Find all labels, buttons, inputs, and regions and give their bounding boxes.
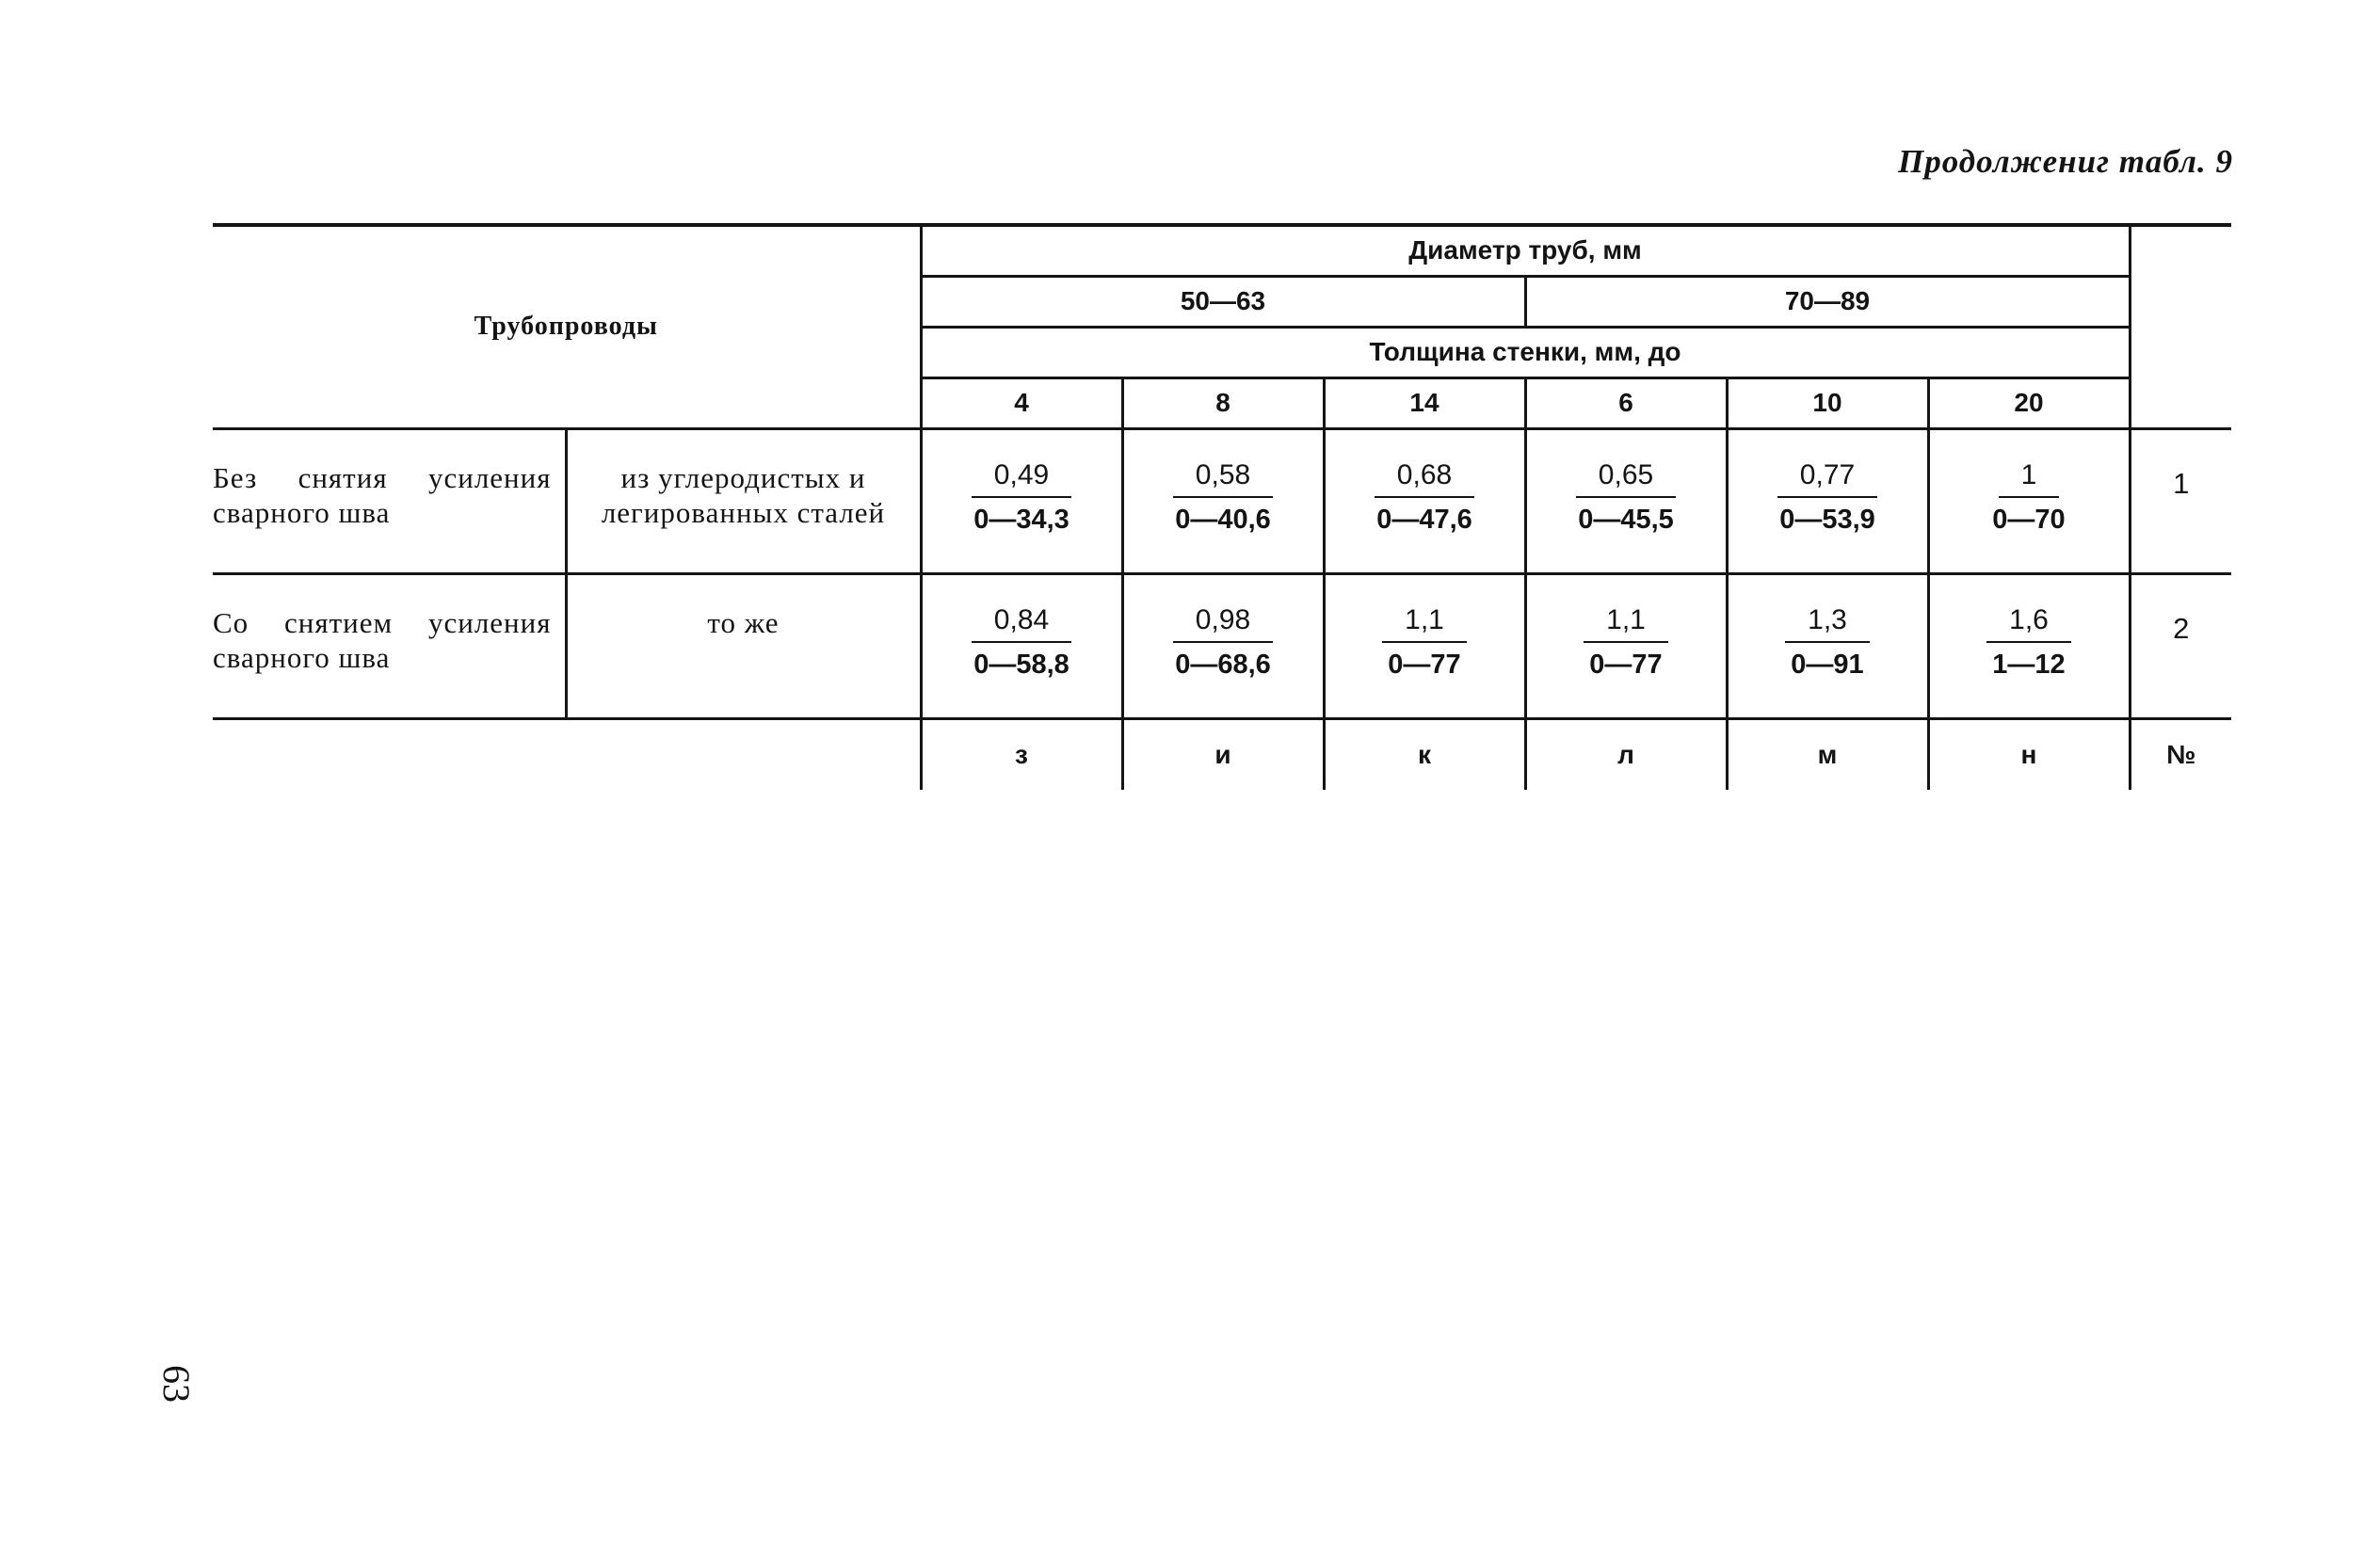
- column-letter: и: [1122, 718, 1324, 790]
- thickness-value: 6: [1525, 377, 1727, 428]
- value-cell: [1928, 428, 2130, 573]
- thickness-value: 14: [1324, 377, 1525, 428]
- value-bottom: 0—47,6: [1376, 504, 1472, 535]
- thickness-value: 20: [1928, 377, 2130, 428]
- column-letter: л: [1525, 718, 1727, 790]
- column-letter: к: [1324, 718, 1525, 790]
- value-bottom: 0—53,9: [1779, 504, 1875, 535]
- table-row: [213, 573, 2231, 718]
- number-column-label: №: [2130, 718, 2231, 790]
- value-top: 1: [1999, 458, 2060, 498]
- value-top: 0,84: [972, 603, 1071, 643]
- thickness-value: 8: [1122, 377, 1324, 428]
- value-bottom: 0—40,6: [1175, 504, 1271, 535]
- row-number: 2: [2130, 573, 2231, 718]
- value-cell: [1928, 573, 2130, 718]
- row-label: Со снятием усиления сварного шва: [213, 573, 566, 718]
- value-cell: [1727, 428, 1928, 573]
- column-letters-row: [213, 718, 2231, 790]
- value-cell: [1525, 428, 1727, 573]
- value-top: 1,1: [1584, 603, 1668, 643]
- value-bottom: 0—70: [1992, 504, 2066, 535]
- column-letter: з: [921, 718, 1122, 790]
- value-top: 0,77: [1777, 458, 1877, 498]
- value-cell: [1122, 428, 1324, 573]
- value-bottom: 0—68,6: [1175, 649, 1271, 680]
- number-column-header-blank: [2130, 225, 2231, 428]
- blank-cell: [213, 718, 921, 790]
- row-subtype: из углеродистых и легированных сталей: [566, 428, 921, 573]
- value-top: 0,65: [1576, 458, 1676, 498]
- pipe-table: [213, 223, 2231, 790]
- row-subtype: то же: [566, 573, 921, 718]
- diameter-group: 70—89: [1525, 276, 2130, 327]
- value-cell: [921, 573, 1122, 718]
- value-bottom: 0—91: [1791, 649, 1864, 680]
- diameter-group: 50—63: [921, 276, 1525, 327]
- thickness-value: 10: [1727, 377, 1928, 428]
- column-letter: н: [1928, 718, 2130, 790]
- value-cell: [1324, 428, 1525, 573]
- thickness-header: Толщина стенки, мм, до: [921, 327, 2130, 377]
- value-bottom: 0—58,8: [973, 649, 1069, 680]
- value-top: 0,49: [972, 458, 1071, 498]
- value-top: 1,3: [1785, 603, 1870, 643]
- value-cell: [1727, 573, 1928, 718]
- column-letter: м: [1727, 718, 1928, 790]
- value-bottom: 0—77: [1589, 649, 1663, 680]
- value-top: 0,58: [1173, 458, 1273, 498]
- table-row: [213, 428, 2231, 573]
- value-bottom: 1—12: [1992, 649, 2066, 680]
- value-top: 1,1: [1382, 603, 1467, 643]
- value-cell: [1122, 573, 1324, 718]
- value-top: 0,68: [1375, 458, 1474, 498]
- row-label: Без снятия усиления сварного шва: [213, 428, 566, 573]
- page-number: 63: [155, 1365, 199, 1403]
- row-header: Трубопроводы: [213, 225, 921, 428]
- value-top: 1,6: [1986, 603, 2071, 643]
- value-top: 0,98: [1173, 603, 1273, 643]
- value-cell: [921, 428, 1122, 573]
- value-cell: [1525, 573, 1727, 718]
- value-bottom: 0—45,5: [1578, 504, 1674, 535]
- thickness-value: 4: [921, 377, 1122, 428]
- value-cell: [1324, 573, 1525, 718]
- value-bottom: 0—34,3: [973, 504, 1069, 535]
- value-bottom: 0—77: [1388, 649, 1461, 680]
- table-caption: Продолжениг табл. 9: [1898, 143, 2233, 180]
- row-number: 1: [2130, 428, 2231, 573]
- diameter-header: Диаметр труб, мм: [921, 225, 2130, 276]
